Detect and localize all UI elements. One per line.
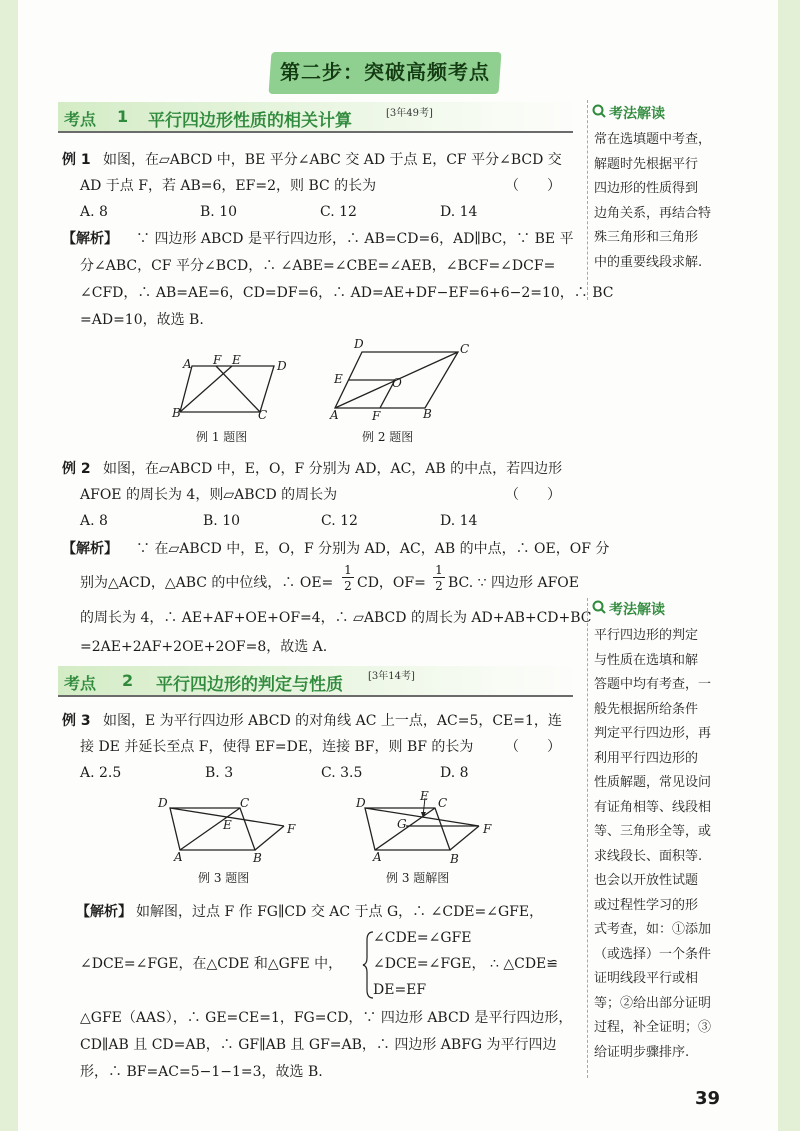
fig3s-label-c: C	[438, 796, 448, 810]
fig1-label-d: D	[277, 359, 287, 373]
kaodian2-tag: 考点	[64, 674, 97, 693]
fig2-caption: 例 2 题图	[362, 430, 414, 444]
fig1-label-f: F	[213, 353, 222, 367]
ex3-solution-line2b: ∴ △CDE≌	[490, 956, 559, 972]
ex2-solution-line4: =2AE+2AF+2OE+2OF=8，故选 A.	[80, 639, 328, 655]
page-number: 39	[695, 1088, 721, 1109]
ex3-question-line2: 接 DE 并延长至点 F，使得 EF=DE，连接 BF，则 BF 的长为	[80, 739, 474, 755]
fig1-label-b: B	[172, 406, 181, 420]
ex1-question-line2: AD 于点 F，若 AB=6，EF=2，则 BC 的长为	[80, 178, 377, 194]
ex1-label: 例 1	[62, 152, 91, 168]
ex3-solution-line4: CD∥AB 且 CD=AB，∴ GF∥AB 且 GF=AB，∴ 四边形 ABFG 为平行四边	[80, 1037, 557, 1053]
ex2-label: 例 2	[62, 461, 91, 477]
side1-text: 常在选填题中考查， 解题时先根据平行 四边形的性质得到 边角关系，再结合特 殊三角形和三角形 中的重要线段求解.	[594, 132, 712, 270]
fig3s-caption: 例 3 题解图	[386, 871, 450, 885]
fig3-label-a: A	[174, 850, 183, 864]
kaodian1-title: 平行四边形性质的相关计算	[148, 111, 352, 131]
ex2-solution-line2a: 别为△ACD，△ABC 的中位线，∴ OE=	[80, 575, 334, 591]
ex2-option-c: C. 12	[321, 513, 358, 529]
kaodian1-tag: 考点	[64, 110, 97, 129]
fig2-label-a: A	[330, 408, 339, 422]
kaodian2-frequency: [3年14考]	[368, 671, 415, 682]
ex3-option-a: A. 2.5	[80, 765, 122, 781]
ex3-solution-line5: 形，∴ BF=AC=5−1−1=3，故选 B.	[80, 1064, 323, 1080]
ex3-answer-paren: （ ）	[505, 739, 561, 755]
kaodian1-frequency: [3年49考]	[386, 108, 433, 119]
fig2-label-d: D	[354, 337, 364, 351]
ex1-option-a: A. 8	[80, 204, 108, 220]
ex1-option-b: B. 10	[200, 204, 238, 220]
ex1-solution-tag: 【解析】	[62, 231, 118, 247]
ex1-question-line1: 如图，在▱ABCD 中，BE 平分∠ABC 交 AD 于点 E，CF 平分∠BCD 交	[103, 152, 562, 168]
side2-text: 平行四边形的判定 与性质在选填和解 答题中均有考查，一 般先根据所给条件 判定平行四边形，再 利用平行四边形的 性质解题，常见设问 有证角相等、线段相 等、三角形全等，或 求线段长、面积等. 也会以开放性试题 或过程性学习的形 式考查，如：①添加 （或选择）一个条件 证明线段平行或相 等；②给出部分证明 过程，补全证明；③ 给证明步骤排序.	[594, 628, 712, 1060]
ex2-solution-line3: 的周长为 4，∴ AE+AF+OE+OF=4，∴ ▱ABCD 的周长为 AD+AB+CD+BC	[80, 610, 592, 626]
magnifier-icon-2	[592, 600, 606, 614]
side1-title: 考法解读	[609, 106, 665, 122]
kaodian2-title: 平行四边形的判定与性质	[156, 675, 343, 695]
ex3-solution-line2a: ∠DCE=∠FGE，在△CDE 和△GFE 中，	[80, 956, 343, 972]
ex2-option-d: D. 14	[440, 513, 478, 529]
fig3s-label-f: F	[483, 822, 492, 836]
fig1-label-c: C	[258, 408, 268, 422]
ex3-option-d: D. 8	[440, 765, 469, 781]
ex2-question-line2: AFOE 的周长为 4，则▱ABCD 的周长为	[80, 487, 338, 503]
fig3-label-e: E	[223, 818, 232, 832]
ex1-option-d: D. 14	[440, 204, 478, 220]
kaodian2-number: 2	[122, 671, 134, 690]
ex1-solution-line3: ∠CFD，∴ AB=AE=6，CD=DF=6，∴ AD=AE+DF−EF=6+6−2=10，∴ BC	[80, 285, 614, 301]
ex2-solution-line1: ∵ 在▱ABCD 中，E，O，F 分别为 AD，AC，AB 的中点，∴ OE，OF 分	[136, 541, 610, 557]
fig2-label-f: F	[372, 409, 381, 423]
ex3-question-line1: 如图，E 为平行四边形 ABCD 的对角线 AC 上一点，AC=5，CE=1，连	[103, 713, 562, 729]
kaodian1-underline	[58, 131, 573, 133]
ex1-solution-line4: =AD=10，故选 B.	[80, 312, 204, 328]
ex3-option-c: C. 3.5	[321, 765, 363, 781]
fig2-label-o: O	[392, 376, 402, 390]
fig3-caption: 例 3 题图	[198, 871, 250, 885]
ex3-solution-line3: △GFE（AAS），∴ GE=CE=1，FG=CD，∵ 四边形 ABCD 是平行四边形，	[80, 1010, 573, 1026]
fig3s-label-d: D	[356, 796, 366, 810]
ex2-solution-line2b: CD，OF=	[357, 575, 426, 591]
fig3s-label-b: B	[450, 852, 459, 866]
ex2-solution-line2c: BC. ∵ 四边形 AFOE	[448, 575, 579, 591]
fig3-label-d: D	[158, 796, 168, 810]
fig3s-label-g: G	[397, 817, 407, 831]
fig2-label-e: E	[334, 372, 343, 386]
ex2-solution-tag: 【解析】	[62, 541, 118, 557]
ex1-solution-line1: ∵ 四边形 ABCD 是平行四边形，∴ AB=CD=6，AD∥BC，∵ BE 平	[136, 231, 574, 247]
ex3-system-eq1: ∠CDE=∠GFE	[373, 930, 472, 946]
ex1-option-c: C. 12	[320, 204, 357, 220]
ex3-solution-line1: 如解图，过点 F 作 FG∥CD 交 AC 于点 G，∴ ∠CDE=∠GFE，	[136, 904, 544, 920]
fig3-label-b: B	[253, 851, 262, 865]
fig3-label-f: F	[287, 822, 296, 836]
ex2-question-line1: 如图，在▱ABCD 中，E，O，F 分别为 AD，AC，AB 的中点，若四边形	[103, 461, 563, 477]
side-divider-2	[587, 598, 589, 1078]
ex3-option-b: B. 3	[205, 765, 234, 781]
fig1-label-e: E	[232, 353, 241, 367]
ex2-option-b: B. 10	[203, 513, 241, 529]
side2-title: 考法解读	[609, 602, 665, 618]
ex3-label: 例 3	[62, 713, 91, 729]
fig1-caption: 例 1 题图	[196, 430, 248, 444]
fig1-label-a: A	[183, 357, 192, 371]
ex1-solution-line2: 分∠ABC，CF 平分∠BCD，∴ ∠ABE=∠CBE=∠AEB，∠BCF=∠DCF=	[80, 258, 556, 274]
fig3s-label-a: A	[373, 850, 382, 864]
fig2-label-c: C	[460, 342, 470, 356]
ex1-answer-paren: （ ）	[505, 178, 561, 194]
ex2-option-a: A. 8	[80, 513, 108, 529]
ex2-frac2-den: 2	[435, 579, 443, 593]
ex3-system-eq3: DE=EF	[373, 982, 427, 998]
magnifier-icon	[592, 104, 606, 118]
ex2-frac1-den: 2	[344, 579, 352, 593]
side-divider-1	[587, 100, 589, 300]
kaodian2-underline	[58, 695, 573, 697]
ex2-answer-paren: （ ）	[505, 487, 561, 503]
ex2-frac2-num: 1	[433, 563, 445, 578]
ex3-system-eq2: ∠DCE=∠FGE，	[373, 956, 486, 972]
ex2-frac1-num: 1	[342, 563, 354, 578]
kaodian1-number: 1	[117, 107, 129, 126]
section-title: 第二步：突破高频考点	[280, 60, 490, 84]
ex3-solution-tag: 【解析】	[76, 904, 132, 920]
fig2-label-b: B	[423, 407, 432, 421]
fig3s-label-e: E	[420, 789, 429, 803]
fig3-label-c: C	[240, 796, 250, 810]
